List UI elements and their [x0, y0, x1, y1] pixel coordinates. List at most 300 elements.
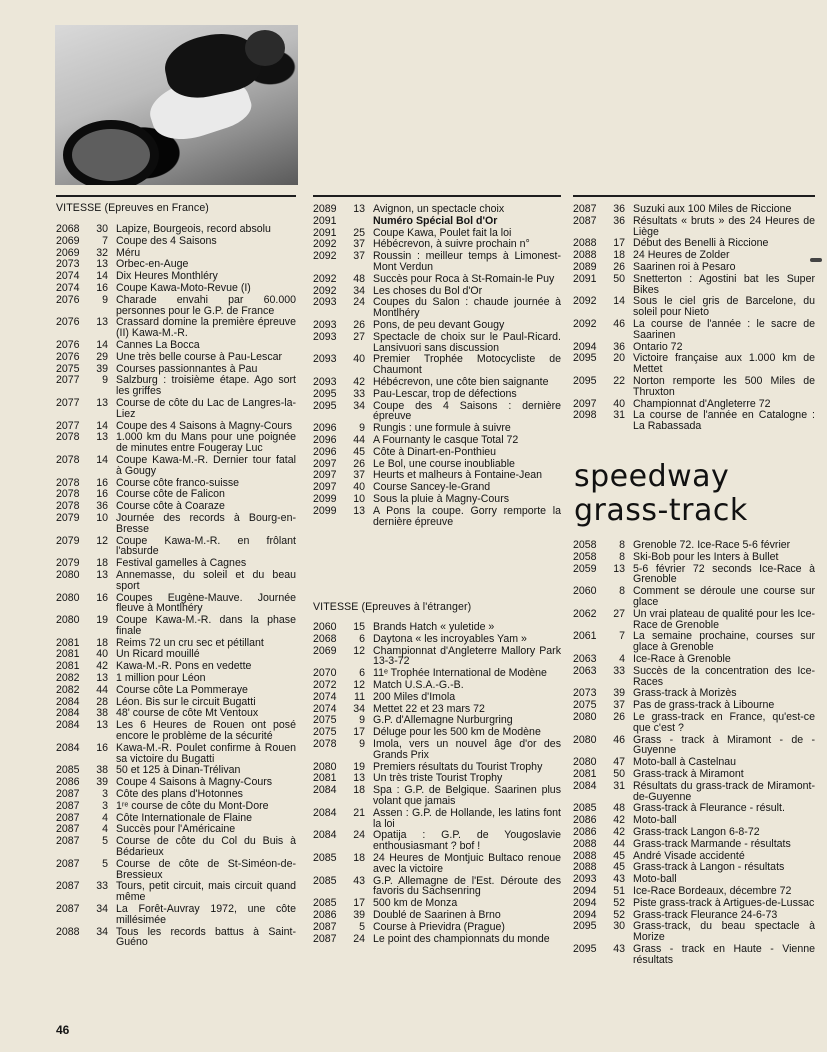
page-ref: 22: [613, 374, 625, 387]
issue-number: 2063: [573, 664, 597, 677]
index-entry: [573, 700, 815, 711]
article-title: Coupe Kawa, Poulet fait la loi: [373, 226, 512, 239]
issue-number: 2078: [56, 488, 80, 501]
article-title: Les choses du Bol d'Or: [373, 284, 483, 297]
index-entry: [56, 836, 296, 858]
issue-number: 2077: [56, 374, 80, 387]
section-title-vitesse-etranger: VITESSE (Epreuves à l'étranger): [313, 601, 472, 613]
issue-number: 2092: [313, 238, 337, 251]
article-title: Salzburg : troisième étape. Ago sort les griffes: [116, 374, 296, 398]
index-entry: [573, 803, 815, 814]
issue-number: 2093: [313, 353, 337, 366]
issue-number: 2080: [313, 760, 337, 773]
issue-number: 2087: [56, 903, 80, 916]
index-entry: [56, 317, 296, 339]
issue-number: 2092: [573, 317, 597, 330]
rule-col2: [313, 195, 561, 197]
issue-number: 2078: [56, 500, 80, 513]
article-title: La Forêt-Auvray 1972, une côte millésimée: [116, 903, 296, 926]
page-ref: 31: [613, 409, 625, 422]
issue-number: 2089: [313, 203, 337, 215]
index-entry: [573, 769, 815, 780]
page-ref: 7: [102, 234, 108, 247]
issue-number: 2097: [313, 481, 337, 494]
index-entry: [313, 286, 561, 297]
article-title: 1.000 km du Mans pour une poignée de minutes entre Fougeray Luc: [116, 431, 296, 455]
page-ref: 13: [96, 719, 108, 732]
index-entry: [573, 757, 815, 768]
article-title: Pas de grass-track à Libourne: [633, 699, 775, 712]
index-entry: [313, 934, 561, 945]
article-title: Ski-Bob pour les Inters à Bullet: [633, 550, 779, 563]
article-title: Grass-track à Fleurance - résult.: [633, 802, 785, 815]
page-ref: 34: [353, 399, 365, 412]
article-title: Dix Heures Monthléry: [116, 270, 218, 283]
issue-number: 2099: [313, 504, 337, 517]
page-ref: 31: [613, 779, 625, 792]
index-entry: [313, 459, 561, 470]
article-title: Coupe des 4 Saisons : dernière épreuve: [373, 399, 561, 423]
article-title: Côte à Dinart-en-Ponthieu: [373, 445, 497, 458]
index-entry: [56, 743, 296, 765]
article-title: Heurts et malheurs à Fontaine-Jean: [373, 469, 542, 482]
issue-number: 2084: [56, 741, 80, 754]
index-entry: [56, 398, 296, 420]
index-entry: [56, 638, 296, 649]
article-title: Coupe Kawa-Moto-Revue (I): [116, 281, 251, 294]
issue-number: 2088: [573, 861, 597, 874]
index-entry: [56, 661, 296, 672]
page-ref: 36: [613, 214, 625, 227]
page-ref: 18: [96, 636, 108, 649]
page-ref: 26: [613, 710, 625, 723]
page-ref: 14: [96, 453, 108, 466]
index-entry: [573, 216, 815, 238]
page-ref: 13: [613, 562, 625, 575]
index-entry: [573, 586, 815, 608]
article-title: 48' course de côte Mt Ventoux: [116, 707, 259, 720]
article-title: Grass-track Marmande - résultats: [633, 837, 791, 850]
page-ref: 16: [96, 741, 108, 754]
article-title: 1ʳᵉ course de côte du Mont-Dore: [116, 799, 269, 812]
index-entry: [313, 332, 561, 354]
page-ref: 45: [613, 861, 625, 874]
section-title-speedway: speedway: [574, 459, 730, 494]
article-title: G.P. d'Allemagne Nurburgring: [373, 714, 513, 727]
page-ref: 50: [613, 767, 625, 780]
index-entry: [56, 593, 296, 615]
article-title: Championnat d'Angleterre 72: [633, 397, 771, 410]
index-entry: [313, 389, 561, 400]
index-entry: [313, 470, 561, 481]
index-entry: [56, 489, 296, 500]
page-ref: 46: [613, 317, 625, 330]
index-entry: [56, 364, 296, 375]
page-ref: 36: [613, 340, 625, 353]
index-entry: [313, 634, 561, 645]
index-entry: [313, 762, 561, 773]
issue-number: 2073: [573, 687, 597, 700]
page-ref: 18: [353, 784, 365, 797]
issue-number: 2082: [56, 683, 80, 696]
article-title: Ice-Race Bordeaux, décembre 72: [633, 884, 792, 897]
page-ref: 48: [613, 802, 625, 815]
article-title: Course de côte de St-Siméon-de-Bressieux: [116, 857, 296, 881]
article-title: Tours, petit circuit, mais circuit quand même: [116, 880, 296, 904]
page-ref: 52: [613, 896, 625, 909]
article-title: Une très belle course à Pau-Lescar: [116, 350, 283, 363]
index-entry: [56, 236, 296, 247]
issue-number: 2088: [573, 249, 597, 262]
index-entry: [56, 340, 296, 351]
entry-list-vitesse-france-cont: [313, 204, 561, 528]
index-entry: [573, 399, 815, 410]
issue-number: 2084: [56, 707, 80, 720]
index-entry: [573, 781, 815, 803]
page-ref: 33: [613, 664, 625, 677]
issue-number: 2079: [56, 511, 80, 524]
article-title: Léon. Bis sur le circuit Bugatti: [116, 695, 256, 708]
index-entry: [56, 881, 296, 903]
page-ref: 36: [96, 500, 108, 513]
article-title: Sous le ciel gris de Barcelone, du soleil pour Nieto: [633, 295, 815, 319]
page-ref: 34: [96, 925, 108, 938]
article-title: 500 km de Monza: [373, 897, 458, 910]
page-ref: 34: [353, 284, 365, 297]
issue-number: 2087: [313, 920, 337, 933]
page-ref: 11: [354, 690, 365, 703]
index-entry: [573, 921, 815, 943]
issue-number: 2095: [313, 387, 337, 400]
page-ref: 21: [353, 806, 365, 819]
issue-number: 2084: [573, 779, 597, 792]
page-ref: 17: [353, 897, 365, 910]
page-ref: 40: [353, 353, 365, 366]
index-entry: [56, 777, 296, 788]
article-title: Assen : G.P. de Hollande, les latins font la loi: [373, 806, 561, 830]
page-ref: 20: [613, 352, 625, 365]
issue-number: 2086: [56, 776, 80, 789]
index-entry: [313, 435, 561, 446]
index-entry: [573, 319, 815, 341]
page-ref: 29: [96, 350, 108, 363]
article-title: Saarinen roi à Pesaro: [633, 260, 736, 273]
index-entry: [573, 410, 815, 432]
issue-number: 2074: [56, 281, 80, 294]
page-ref: 42: [613, 825, 625, 838]
article-title: Course Sancey-le-Grand: [373, 481, 491, 494]
issue-number: 2097: [313, 457, 337, 470]
issue-number: 2080: [56, 591, 80, 604]
section-title-vitesse-france: VITESSE (Epreuves en France): [56, 202, 209, 214]
issue-number: 2098: [573, 409, 597, 422]
issue-number: 2093: [313, 375, 337, 388]
issue-number: 2092: [313, 272, 337, 285]
article-title: Grass-track à Langon - résultats: [633, 861, 785, 874]
article-title: 200 Miles d'Imola: [373, 690, 456, 703]
page-ref: 13: [96, 672, 108, 685]
page-ref: 16: [96, 476, 108, 489]
index-entry: [573, 839, 815, 850]
index-entry: [313, 785, 561, 807]
issue-number: 2076: [56, 316, 80, 329]
article-title: Rungis : une formule à suivre: [373, 422, 511, 435]
article-title: Roussin : meilleur temps à Limonest-Mont Verdun: [373, 250, 561, 273]
article-title: La semaine prochaine, courses sur glace à Grenoble: [633, 630, 815, 654]
page-ref: 9: [359, 737, 365, 750]
page-ref: 17: [613, 237, 625, 250]
article-title: 11ᵉ Trophée International de Modène: [373, 667, 547, 680]
page-ref: 33: [353, 387, 365, 400]
page-ref: 38: [96, 707, 108, 720]
page-ref: 51: [613, 884, 625, 897]
page-ref: 8: [619, 585, 625, 598]
page-ref: 52: [613, 908, 625, 921]
article-title: Lapize, Bourgeois, record absolu: [116, 223, 271, 235]
index-entry: [313, 377, 561, 388]
index-entry: [56, 801, 296, 812]
index-entry: [573, 910, 815, 921]
index-entry: [573, 631, 815, 653]
article-title: Ice-Race à Grenoble: [633, 652, 731, 665]
page-ref: 13: [96, 431, 108, 444]
article-title: Premiers résultats du Tourist Trophy: [373, 760, 543, 773]
issue-number: 2063: [573, 652, 597, 665]
page-ref: 12: [353, 644, 365, 657]
issue-number: 2094: [573, 896, 597, 909]
article-title: Premier Trophée Motocycliste de Chaumont: [373, 353, 561, 377]
index-entry: [56, 927, 296, 949]
page-ref: 13: [96, 396, 108, 409]
issue-number: 2060: [573, 585, 597, 598]
index-entry: [313, 274, 561, 285]
article-title: Courses passionnantes à Pau: [116, 362, 258, 375]
article-title: Coupe Kawa-M.-R. dans la phase finale: [116, 614, 296, 637]
index-entry: [573, 552, 815, 563]
issue-number: 2080: [56, 568, 80, 581]
page-ref: 19: [96, 614, 108, 627]
issue-number: 2091: [313, 226, 337, 239]
article-title: Spa : G.P. de Belgique. Saarinen plus volant que jamais: [373, 784, 561, 807]
index-entry: [56, 697, 296, 708]
issue-number: 2093: [313, 318, 337, 331]
article-title: La course de l'année en Catalogne : La Rabassada: [633, 409, 815, 433]
page-ref: 9: [359, 714, 365, 727]
issue-number: 2068: [313, 632, 337, 645]
article-title: Coupe des 4 Saisons à Magny-Cours: [116, 419, 293, 432]
article-title: Imola, vers un nouvel âge d'or des Grands Prix: [373, 737, 561, 761]
issue-number: 2087: [56, 857, 80, 870]
issue-number: 2079: [56, 557, 80, 570]
index-entry: [56, 708, 296, 719]
index-entry: [56, 570, 296, 592]
page-ref: [347, 216, 373, 227]
page-ref: 14: [96, 270, 108, 283]
page-ref: 4: [102, 811, 108, 824]
page-ref: 16: [96, 488, 108, 501]
article-title: Championnat d'Angleterre Mallory Park 13-3-72: [373, 644, 561, 668]
article-title: Résultats « bruts » des 24 Heures de Liège: [633, 214, 815, 238]
article-title: Un vrai plateau de qualité pour les Ice-Race de Grenoble: [633, 607, 815, 631]
page-ref: 30: [96, 223, 108, 235]
index-entry: [573, 862, 815, 873]
issue-number: 2084: [313, 784, 337, 797]
page-ref: 48: [353, 272, 365, 285]
page-ref: 34: [96, 903, 108, 916]
page-ref: 14: [96, 419, 108, 432]
page-ref: 18: [613, 249, 625, 262]
issue-number: 2099: [313, 492, 337, 505]
index-entry: [56, 421, 296, 432]
page-ref: 40: [613, 397, 625, 410]
article-title: Moto-ball: [633, 873, 677, 886]
index-entry: [56, 558, 296, 569]
issue-number: 2084: [313, 806, 337, 819]
article-title: Coupe Kawa-M.-R. en frôlant l'absurde: [116, 534, 296, 558]
article-title: Kawa-M.-R. Pons en vedette: [116, 660, 252, 673]
issue-number: 2080: [573, 710, 597, 723]
issue-number: 2080: [573, 733, 597, 746]
page-ref: 18: [353, 851, 365, 864]
issue-number: 2085: [56, 764, 80, 777]
rule-col3: [573, 195, 815, 197]
article-title: 1 million pour Léon: [116, 672, 206, 685]
issue-number: 2095: [573, 374, 597, 387]
page-ref: 24: [353, 296, 365, 309]
article-title: Sous la pluie à Magny-Cours: [373, 492, 510, 505]
index-entry: [313, 228, 561, 239]
index-entry: [573, 376, 815, 398]
issue-number: 2093: [573, 873, 597, 886]
issue-number: 2069: [56, 234, 80, 247]
issue-number: 2085: [313, 874, 337, 887]
issue-number: 2088: [573, 237, 597, 250]
issue-number: 2087: [56, 880, 80, 893]
article-title: Doublé de Saarinen à Brno: [373, 908, 501, 921]
issue-number: 2091: [573, 272, 597, 285]
issue-number: 2080: [573, 756, 597, 769]
issue-number: 2095: [573, 942, 597, 955]
issue-number: 2095: [573, 920, 597, 933]
index-entry: [313, 898, 561, 909]
page-ref: 19: [353, 760, 365, 773]
issue-number: 2058: [573, 539, 597, 551]
index-entry: [56, 536, 296, 558]
index-entry: [313, 668, 561, 679]
article-title: Le Bol, une course inoubliable: [373, 457, 515, 470]
article-title: André Visade accidenté: [633, 849, 745, 862]
entry-list-vitesse-france: [56, 224, 296, 949]
index-entry: [573, 540, 815, 551]
article-title: Un Ricard mouillé: [116, 648, 200, 661]
issue-number: 2062: [573, 607, 597, 620]
page-ref: 4: [619, 652, 625, 665]
index-entry: [573, 353, 815, 375]
issue-number: 2086: [573, 814, 597, 827]
page-ref: 12: [96, 534, 108, 547]
index-entry: [56, 352, 296, 363]
article-title: Succès de la concentration des Ice-Races: [633, 664, 815, 688]
article-title: Course côte à Coaraze: [116, 500, 225, 513]
page-ref: 10: [96, 511, 108, 524]
issue-number: 2087: [573, 214, 597, 227]
article-title: Grass-track Langon 6-8-72: [633, 825, 760, 838]
article-title: Pau-Lescar, trop de défections: [373, 387, 517, 400]
page-ref: 13: [96, 258, 108, 271]
index-entry: [313, 251, 561, 273]
page-ref: 7: [619, 630, 625, 643]
page-ref: 37: [353, 238, 365, 251]
index-entry: [573, 827, 815, 838]
page-ref: 42: [96, 660, 108, 673]
issue-number: 2082: [56, 672, 80, 685]
article-title: Victoire française aux 1.000 km de Mettet: [633, 352, 815, 376]
index-entry: [56, 224, 296, 235]
article-title: Hébécrevon, une côte bien saignante: [373, 375, 549, 388]
index-entry: [56, 813, 296, 824]
print-mark: [810, 258, 822, 262]
page-ref: 45: [613, 849, 625, 862]
article-title: Grass-track Fleurance 24-6-73: [633, 908, 778, 921]
issue-number: 2060: [313, 621, 337, 633]
index-entry: [56, 513, 296, 535]
issue-number: 2077: [56, 396, 80, 409]
page-ref: 14: [96, 338, 108, 351]
article-title: Grass - track à Miramont - de - Guyenne: [633, 733, 815, 757]
index-entry: [573, 274, 815, 296]
issue-number: 2081: [313, 772, 337, 785]
index-entry: [573, 712, 815, 734]
page-ref: 9: [102, 293, 108, 306]
entry-list-vitesse-etranger-cont: [573, 204, 815, 433]
article-title: Coupes du Salon : chaude journée à Montlhéry: [373, 296, 561, 320]
issue-number: 2074: [313, 690, 337, 703]
issue-number: 2095: [573, 352, 597, 365]
index-entry: [313, 239, 561, 250]
page-ref: 37: [613, 699, 625, 712]
index-entry: [313, 715, 561, 726]
index-entry: [56, 720, 296, 742]
issue-number: 2087: [56, 799, 80, 812]
issue-number: 2094: [573, 884, 597, 897]
article-title: 24 Heures de Montjuic Bultaco renoue avec la victoire: [373, 851, 561, 875]
page-ref: 13: [96, 316, 108, 329]
article-title: Déluge pour les 500 km de Modène: [373, 726, 541, 739]
issue-number: 2078: [56, 453, 80, 466]
page-ref: 43: [613, 942, 625, 955]
page-ref: 37: [353, 250, 365, 263]
issue-number: 2093: [313, 330, 337, 343]
page-ref: 26: [613, 260, 625, 273]
index-entry: [313, 320, 561, 331]
article-title: Kawa-M.-R. Poulet confirme à Rouen sa victoire du Bugatti: [116, 741, 296, 765]
index-entry: [573, 564, 815, 586]
issue-number: 2081: [56, 636, 80, 649]
article-title: A Fournanty le casque Total 72: [373, 433, 519, 446]
page-ref: 36: [613, 203, 625, 215]
issue-number: 2069: [313, 644, 337, 657]
page-ref: 16: [96, 591, 108, 604]
issue-number: 2092: [313, 250, 337, 263]
page-ref: 16: [96, 281, 108, 294]
page-ref: 8: [619, 539, 625, 551]
index-entry: [313, 910, 561, 921]
index-entry: [56, 271, 296, 282]
issue-number: 2097: [573, 397, 597, 410]
index-entry: [313, 773, 561, 784]
article-title: Pons, de peu devant Gougy: [373, 318, 505, 331]
page-ref: 5: [102, 857, 108, 870]
